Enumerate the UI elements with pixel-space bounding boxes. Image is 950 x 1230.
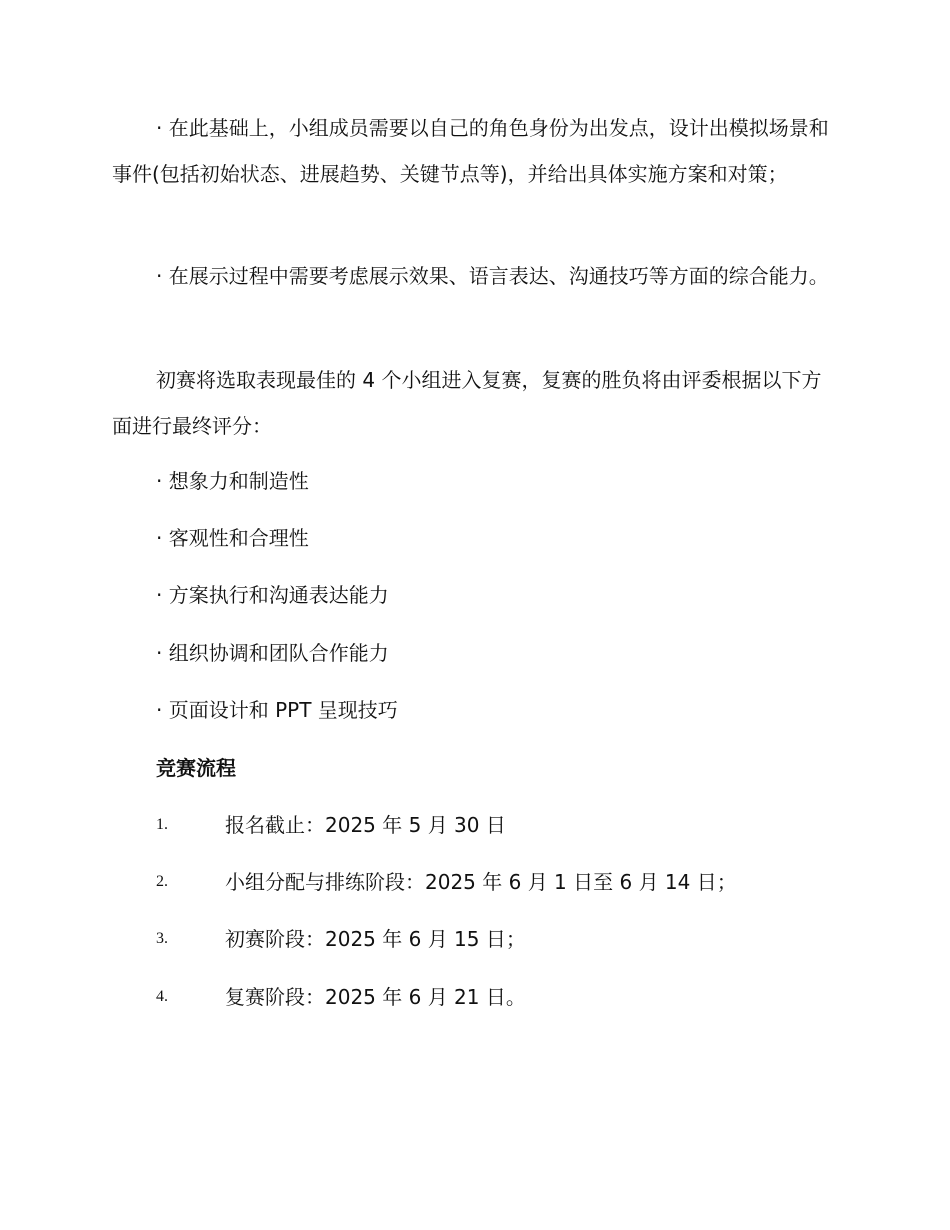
section-heading: 竞赛流程 bbox=[156, 756, 236, 780]
paragraph-presentation-skills: · 在展示过程中需要考虑展示效果、语言表达、沟通技巧等方面的综合能力。 bbox=[156, 264, 829, 288]
step-number: 4. bbox=[156, 988, 168, 1005]
criteria-item: · 客观性和合理性 bbox=[156, 526, 309, 550]
criteria-item: · 想象力和制造性 bbox=[156, 469, 309, 493]
paragraph-semifinal-scoring: 初赛将选取表现最佳的 4 个小组进入复赛，复赛的胜负将由评委根据以下方面进行最终评分： bbox=[112, 368, 822, 438]
criteria-item: · 方案执行和沟通表达能力 bbox=[156, 583, 389, 607]
step-text: 初赛阶段：2025 年 6 月 15 日； bbox=[225, 927, 526, 951]
step-text: 报名截止：2025 年 5 月 30 日 bbox=[225, 813, 506, 837]
step-text: 小组分配与排练阶段：2025 年 6 月 1 日至 6 月 14 日； bbox=[225, 870, 737, 894]
criteria-item: · 组织协调和团队合作能力 bbox=[156, 641, 389, 665]
step-number: 3. bbox=[156, 930, 168, 947]
step-number: 1. bbox=[156, 816, 168, 833]
criteria-item: · 页面设计和 PPT 呈现技巧 bbox=[156, 698, 398, 722]
paragraph-scenario-design: · 在此基础上，小组成员需要以自己的角色身份为出发点，设计出模拟场景和事件(包括初始状态、进展趋势、关键节点等)，并给出具体实施方案和对策； bbox=[112, 116, 829, 186]
step-text: 复赛阶段：2025 年 6 月 21 日。 bbox=[225, 985, 526, 1009]
step-number: 2. bbox=[156, 873, 168, 890]
